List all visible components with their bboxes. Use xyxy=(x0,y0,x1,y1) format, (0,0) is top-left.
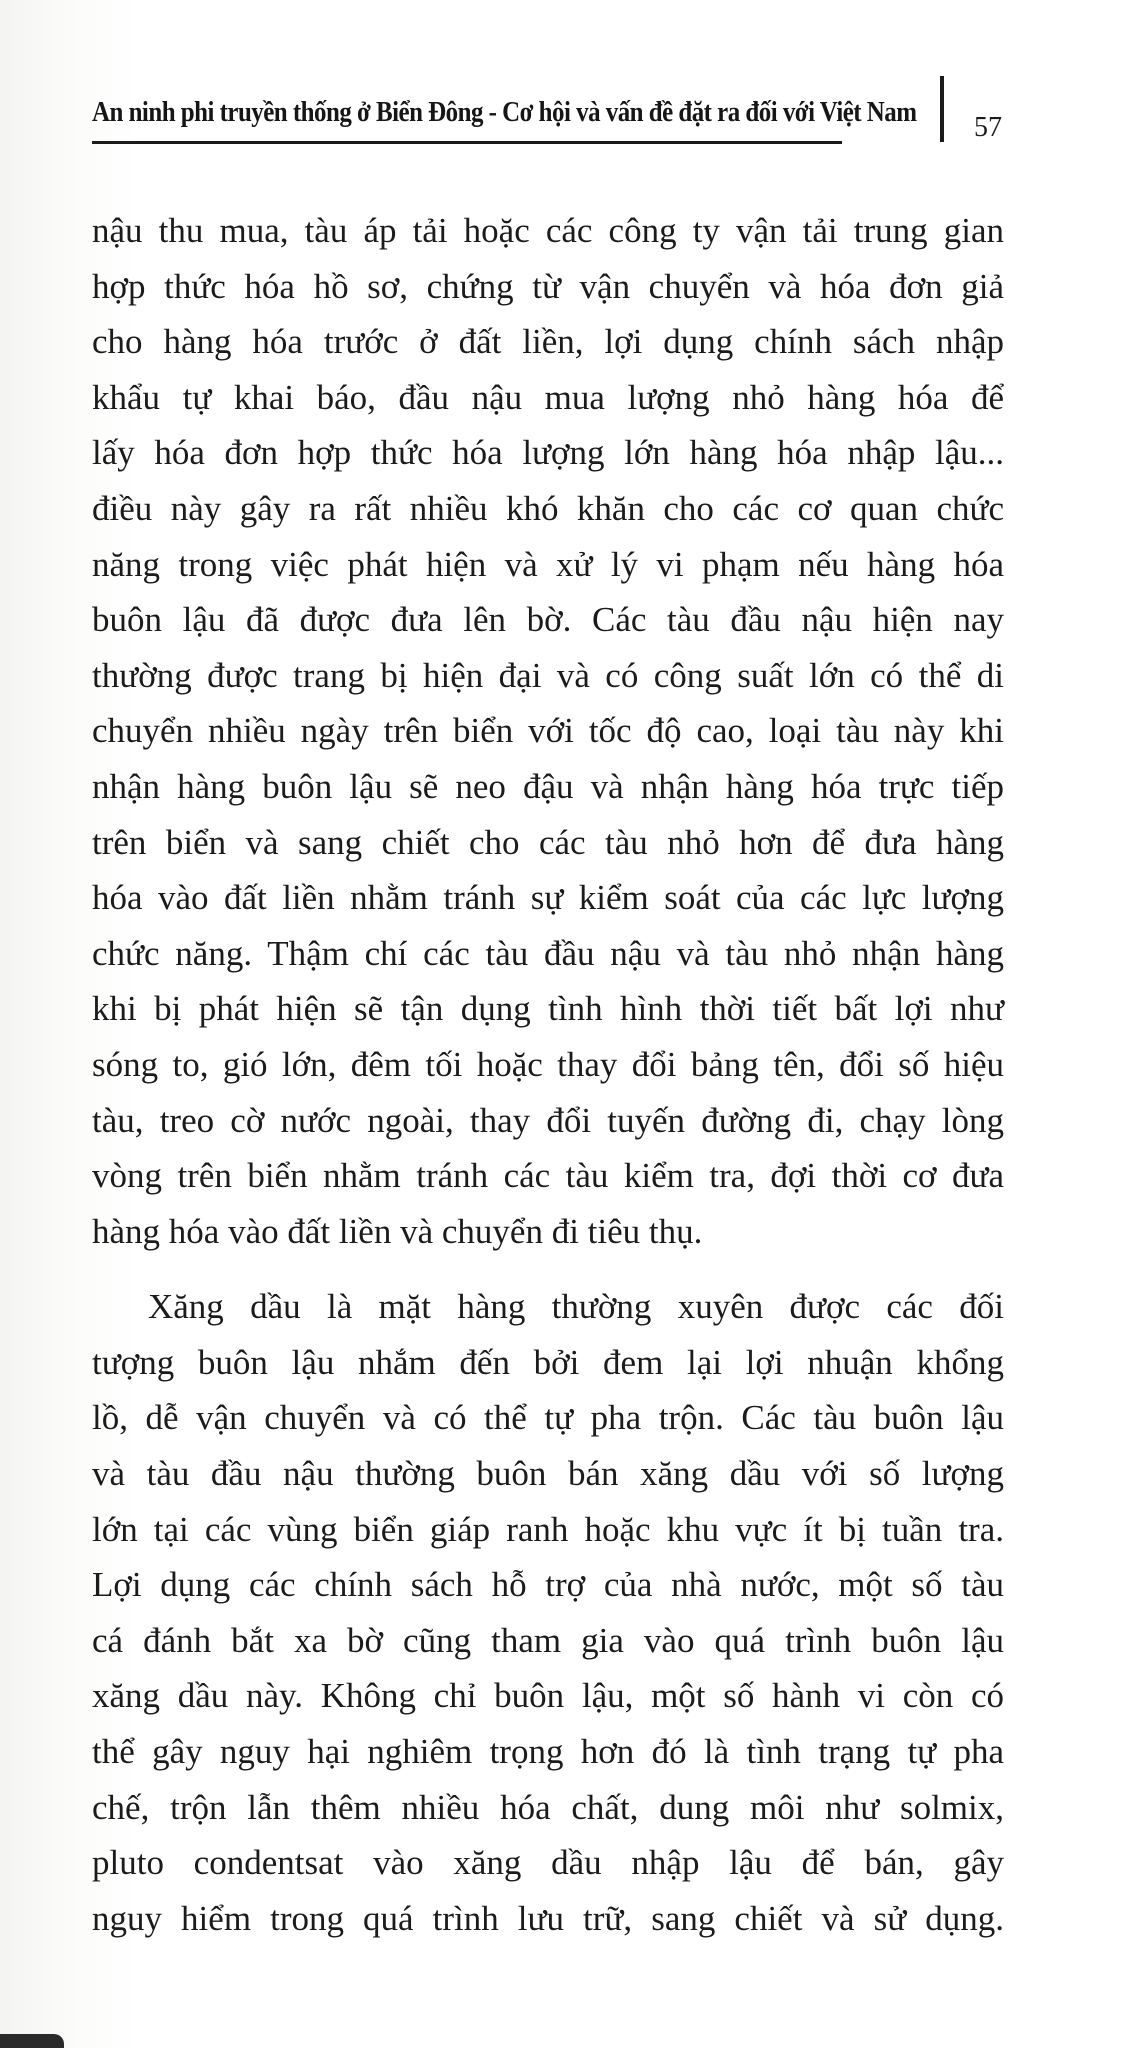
text-line: cá đánh bắt xa bờ cũng tham gia vào quá trình buôn lậu xyxy=(92,1620,1004,1660)
paragraph-2 xyxy=(92,1279,1004,1946)
text-line: hợp thức hóa hồ sơ, chứng từ vận chuyển và hóa đơn giả xyxy=(92,266,1004,306)
text-line: nguy hiểm trong quá trình lưu trữ, sang chiết và sử dụng. xyxy=(92,1898,1004,1938)
body-text xyxy=(92,203,1004,1946)
text-line: tượng buôn lậu nhắm đến bởi đem lại lợi nhuận khổng xyxy=(92,1342,1004,1382)
page-corner-shadow xyxy=(0,2034,64,2048)
text-line: buôn lậu đã được đưa lên bờ. Các tàu đầu nậu hiện nay xyxy=(92,600,1004,640)
header-divider xyxy=(940,76,944,142)
text-line: tàu, treo cờ nước ngoài, thay đổi tuyến đường đi, chạy lòng xyxy=(92,1100,1004,1140)
text-line: lấy hóa đơn hợp thức hóa lượng lớn hàng hóa nhập lậu... xyxy=(92,433,1004,473)
text-line: xăng dầu này. Không chỉ buôn lậu, một số hành vi còn có xyxy=(92,1676,1004,1716)
paragraph-gap xyxy=(92,1259,1004,1279)
text-line: khi bị phát hiện sẽ tận dụng tình hình thời tiết bất lợi như xyxy=(92,989,1004,1029)
text-line: nậu thu mua, tàu áp tải hoặc các công ty vận tải trung gian xyxy=(92,211,1004,250)
text-line: lớn tại các vùng biển giáp ranh hoặc khu vực ít bị tuần tra. xyxy=(92,1509,1004,1549)
text-line: nhận hàng buôn lậu sẽ neo đậu và nhận hàng hóa trực tiếp xyxy=(92,766,1004,806)
header-underline xyxy=(92,141,842,144)
text-line: khẩu tự khai báo, đầu nậu mua lượng nhỏ hàng hóa để xyxy=(92,377,1004,417)
text-line: thể gây nguy hại nghiêm trọng hơn đó là tình trạng tự pha xyxy=(92,1732,1004,1772)
text-line: sóng to, gió lớn, đêm tối hoặc thay đổi bảng tên, đổi số hiệu xyxy=(92,1044,1004,1084)
text-line: và tàu đầu nậu thường buôn bán xăng dầu với số lượng xyxy=(92,1454,1004,1494)
paragraph-1 xyxy=(92,203,1004,1259)
text-line: hàng hóa vào đất liền và chuyển đi tiêu thụ. xyxy=(92,1211,703,1251)
text-line: cho hàng hóa trước ở đất liền, lợi dụng chính sách nhập xyxy=(92,322,1004,362)
text-line: Lợi dụng các chính sách hỗ trợ của nhà nước, một số tàu xyxy=(92,1565,1004,1605)
text-line: năng trong việc phát hiện và xử lý vi phạm nếu hàng hóa xyxy=(92,544,1004,584)
text-line: vòng trên biển nhằm tránh các tàu kiểm tra, đợi thời cơ đưa xyxy=(92,1156,1004,1196)
text-line: chế, trộn lẫn thêm nhiều hóa chất, dung môi như solmix, xyxy=(92,1787,1004,1827)
text-line: lồ, dễ vận chuyển và có thể tự pha trộn. Các tàu buôn lậu xyxy=(92,1398,1004,1438)
text-line: hóa vào đất liền nhằm tránh sự kiểm soát của các lực lượng xyxy=(92,878,1004,918)
text-line: điều này gây ra rất nhiều khó khăn cho các cơ quan chức xyxy=(92,488,1004,528)
text-line: thường được trang bị hiện đại và có công suất lớn có thể di xyxy=(92,655,1004,695)
text-line: chuyển nhiều ngày trên biển với tốc độ cao, loại tàu này khi xyxy=(92,711,1004,751)
page-number: 57 xyxy=(974,112,1002,143)
text-line: chức năng. Thậm chí các tàu đầu nậu và tàu nhỏ nhận hàng xyxy=(92,933,1004,973)
text-line: Xăng dầu là mặt hàng thường xuyên được các đối xyxy=(148,1287,1004,1327)
text-line: pluto condentsat vào xăng dầu nhập lậu để bán, gây xyxy=(92,1843,1004,1883)
text-line: trên biển và sang chiết cho các tàu nhỏ hơn để đưa hàng xyxy=(92,822,1004,862)
running-header-title: An ninh phi truyền thống ở Biển Đông - Cơ hội và vấn đề đặt ra đối với Việt Nam xyxy=(92,96,917,128)
